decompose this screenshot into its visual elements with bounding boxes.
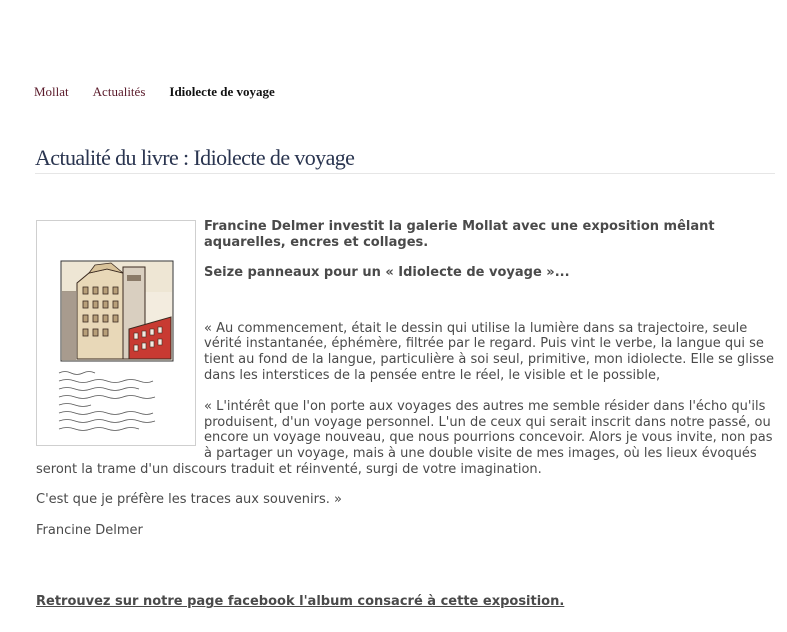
quote-paragraph-1: « Au commencement, était le dessin qui utilise la lumière dans sa trajectoire, seule vérité instantanée, éphémère, filtrée par le regard. Puis vint le verbe, la langue qui se tient au fond de la langue, particulière à soi seul, primitive, mon idiolecte. Elle se glisse dans les interstices de la pensée entre le réel, le visible et le possible, xyxy=(204,320,775,383)
breadcrumb-link-mollat[interactable]: Mollat xyxy=(34,84,69,99)
quote-paragraph-3: C'est que je préfère les traces aux souvenirs. » xyxy=(36,492,342,508)
breadcrumb xyxy=(34,84,275,100)
facebook-album-link[interactable]: Retrouvez sur notre page facebook l'album consacré à cette exposition. xyxy=(36,594,565,610)
breadcrumb-current: Idiolecte de voyage xyxy=(169,84,275,99)
article-body xyxy=(36,219,776,610)
thumbnail-spacer xyxy=(36,219,204,451)
subtitle-paragraph: Seize panneaux pour un « Idiolecte de voyage »... xyxy=(204,265,570,281)
lead-paragraph: Francine Delmer investit la galerie Mollat avec une exposition mêlant aquarelles, encres et collages. xyxy=(204,219,715,250)
quote-paragraph-2: « L'intérêt que l'on porte aux voyages des autres me semble résider dans l'écho qu'ils produisent, d'un voyage personnel. L'un de ceux qui serait inscrit dans notre passé, ou encore un voyage nouveau, que nous pourrions concevoir. Alors je vous invite, non pas à partager un voyage, mais à une double visite de mes images, où les lieux évoqués seront la trame d'un discours traduit et réinventé, surgi de votre imagination. xyxy=(36,399,773,477)
page-title: Actualité du livre : Idiolecte de voyage xyxy=(35,145,775,174)
author-signature: Francine Delmer xyxy=(36,522,143,538)
breadcrumb-link-actualites[interactable]: Actualités xyxy=(92,84,146,99)
